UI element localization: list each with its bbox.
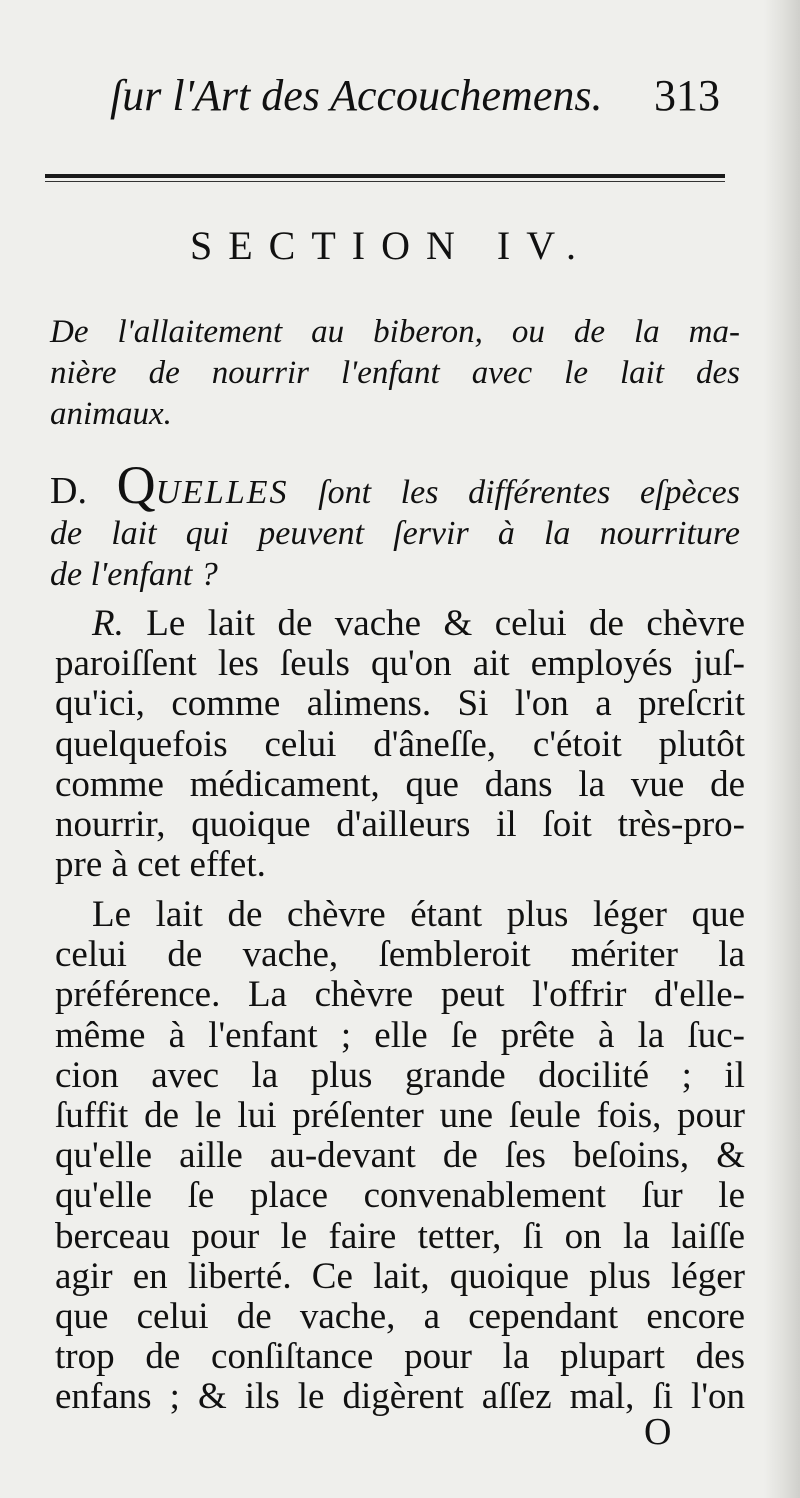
paragraph-line: enfans ; & ils le digèrent aſſez mal, ſi l'on xyxy=(55,1376,745,1418)
paragraph-line: qu'elle aille au-devant de ſes beſoins, & xyxy=(55,1135,745,1177)
answer-line1-text: Le lait de vache & celui de chèvre xyxy=(123,603,745,644)
answer-label: R. xyxy=(92,603,124,644)
subtitle-line: animaux. xyxy=(50,396,172,432)
paragraph-line: même à l'enfant ; elle ſe prête à la ſuc- xyxy=(55,1014,745,1056)
header-rule-thin xyxy=(45,181,725,182)
paragraph-line-text: Le lait de chèvre étant plus léger que xyxy=(92,894,745,935)
paragraph-line: cion avec la plus grande docilité ; il xyxy=(55,1054,745,1096)
question-first-word: UELLES xyxy=(155,474,289,511)
paragraph-line: celui de vache, ſembleroit mériter la xyxy=(55,934,745,976)
paragraph-line: que celui de vache, a cependant encore xyxy=(55,1296,745,1338)
paragraph-line xyxy=(55,895,745,935)
paragraph-line: préférence. La chèvre peut l'offrir d'elle- xyxy=(55,974,745,1016)
answer-line xyxy=(55,604,745,644)
answer-line: comme médicament, que dans la vue de xyxy=(55,763,745,805)
answer-paragraph xyxy=(55,604,745,885)
running-title: ſur l'Art des Accouchemens. xyxy=(110,71,603,120)
question-line xyxy=(50,455,741,515)
page-header xyxy=(110,70,750,130)
paragraph-line: ſuffit de le lui préſenter une ſeule fois, pour xyxy=(55,1095,745,1137)
question-label: D. xyxy=(50,470,87,512)
header-rule xyxy=(45,174,725,178)
paragraph-line: agir en liberté. Ce lait, quoique plus léger xyxy=(55,1255,745,1297)
answer-line: pre à cet effet. xyxy=(55,844,266,886)
question-line1-text: ſont les différentes eſpèces xyxy=(288,474,741,511)
question-line: de l'enfant ? xyxy=(50,556,218,593)
body-paragraph xyxy=(55,895,745,1418)
answer-line: nourrir, quoique d'ailleurs il ſoit très-pro- xyxy=(55,804,745,846)
section-subtitle xyxy=(50,312,740,435)
page-number: 313 xyxy=(654,71,720,120)
paragraph-line: berceau pour le faire tetter, ſi on la laiſſe xyxy=(55,1215,745,1257)
answer-line: qu'ici, comme alimens. Si l'on a preſcrit xyxy=(55,683,745,725)
paragraph-line: trop de conſiſtance pour la plupart des xyxy=(55,1336,745,1378)
answer-line: quelquefois celui d'âneſſe, c'étoit plutôt xyxy=(55,723,745,765)
subtitle-line: De l'allaitement au biberon, ou de la ma- xyxy=(50,314,740,350)
answer-line: paroiſſent les ſeuls qu'on ait employés juſ- xyxy=(55,643,745,685)
section-heading: SECTION IV. xyxy=(190,223,592,268)
drop-cap: Q xyxy=(116,455,156,515)
page-gutter-shadow xyxy=(764,0,800,1498)
question-paragraph xyxy=(50,455,741,595)
question-line: de lait qui peuvent ſervir à la nourriture xyxy=(50,515,740,552)
subtitle-line: nière de nourrir l'enfant avec le lait des xyxy=(50,355,740,391)
signature-mark: O xyxy=(644,1411,672,1453)
paragraph-line: qu'elle ſe place convenablement ſur le xyxy=(55,1175,745,1217)
